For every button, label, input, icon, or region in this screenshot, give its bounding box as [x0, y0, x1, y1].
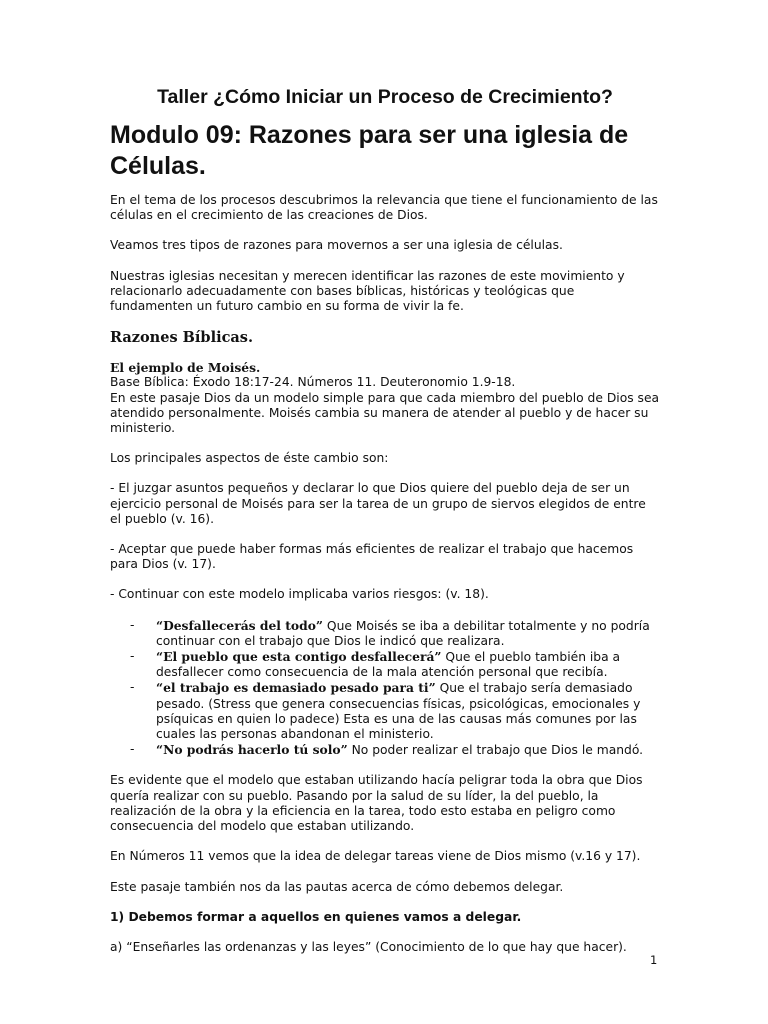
risk-item — [130, 649, 660, 680]
risk-quote: “Desfallecerás del todo” — [156, 617, 323, 633]
page-number: 1 — [650, 953, 658, 967]
intro-paragraph-2: Veamos tres tipos de razones para movernos a ser una iglesia de células. — [110, 238, 563, 253]
intro-paragraph-1: En el tema de los procesos descubrimos la relevancia que tiene el funcionamiento de las células en el crecimiento de las creaciones de Dios. — [110, 193, 658, 223]
moises-paragraph: En este pasaje Dios da un modelo simple para que cada miembro del pueblo de Dios sea atendido personalmente. Moisés cambia su manera de atender al pueblo y de hacer su ministerio. — [110, 390, 660, 436]
conclusion-paragraph-3: Este pasaje también nos da las pautas acerca de cómo debemos delegar. — [110, 879, 564, 894]
module-title: Modulo 09: Razones para ser una iglesia de Células. — [110, 121, 629, 180]
risk-item — [130, 742, 660, 758]
dash-marker: - — [130, 617, 135, 632]
document-page — [110, 86, 660, 970]
workshop-title: Taller ¿Cómo Iniciar un Proceso de Crecimiento? — [157, 86, 613, 108]
risk-quote: “el trabajo es demasiado pesado para ti” — [156, 680, 436, 696]
risks-list — [130, 618, 660, 759]
section-heading-razones-biblicas: Razones Bíblicas. — [110, 329, 254, 347]
risk-quote: “El pueblo que esta contigo desfallecerá” — [156, 649, 442, 665]
point-1-heading: 1) Debemos formar a aquellos en quienes vamos a delegar. — [110, 909, 522, 924]
aspect-item-1: - El juzgar asuntos pequeños y declarar lo que Dios quiere del pueblo deja de ser un ejercicio personal de Moisés para ser la tarea de un grupo de siervos elegidos de entre el pueblo (v. 16). — [110, 481, 646, 526]
dash-marker: - — [130, 649, 135, 664]
moises-block — [110, 360, 660, 436]
risk-text: Que el trabajo sería demasiado pesado. (Stress que genera consecuencias físicas, psicológicas, emocionales y psíquicas en quien lo padece) Esta es una de las causas más comunes por las cuales las personas abandonan el ministerio. — [156, 681, 641, 742]
risk-text: No poder realizar el trabajo que Dios le mandó. — [347, 743, 644, 758]
conclusion-paragraph-1: Es evidente que el modelo que estaban utilizando hacía peligrar toda la obra que Dios quería realizar con su pueblo. Pasando por la salud de su líder, la del pueblo, la realización de la obra y la eficiencia en la tarea, todo esto estaba en peligro como consecuencia del modelo que estaban utilizando. — [110, 773, 643, 834]
base-biblica: Base Bíblica: Éxodo 18:17-24. Números 11. Deuteronomio 1.9-18. — [110, 375, 516, 390]
dash-marker: - — [130, 742, 135, 757]
conclusion-paragraph-2: En Números 11 vemos que la idea de delegar tareas viene de Dios mismo (v.16 y 17). — [110, 849, 641, 864]
intro-paragraph-3: Nuestras iglesias necesitan y merecen identificar las razones de este movimiento y relacionarlo adecuadamente con bases bíblicas, históricas y teológicas que fundamenten un futuro cambio en su forma de vivir la fe. — [110, 268, 625, 314]
risk-quote: “No podrás hacerlo tú solo” — [156, 742, 348, 758]
dash-marker: - — [130, 680, 135, 695]
risk-text: Que el pueblo también iba a desfallecer como consecuencia de la mala atención personal que recibía. — [156, 650, 621, 680]
risk-item — [130, 618, 660, 649]
risk-text: Que Moisés se iba a debilitar totalmente y no podría continuar con el trabajo que Dios le indicó que realizara. — [156, 618, 650, 648]
point-1a: a) “Enseñarles las ordenanzas y las leyes” (Conocimiento de lo que hay que hacer). — [110, 939, 627, 954]
aspects-intro: Los principales aspectos de éste cambio son: — [110, 451, 389, 466]
subsection-heading-moises: El ejemplo de Moisés. — [110, 360, 261, 376]
aspect-item-2: - Aceptar que puede haber formas más eficientes de realizar el trabajo que hacemos para Dios (v. 17). — [110, 542, 634, 572]
aspect-item-3: - Continuar con este modelo implicaba varios riesgos: (v. 18). — [110, 587, 489, 602]
risk-item — [130, 680, 660, 742]
